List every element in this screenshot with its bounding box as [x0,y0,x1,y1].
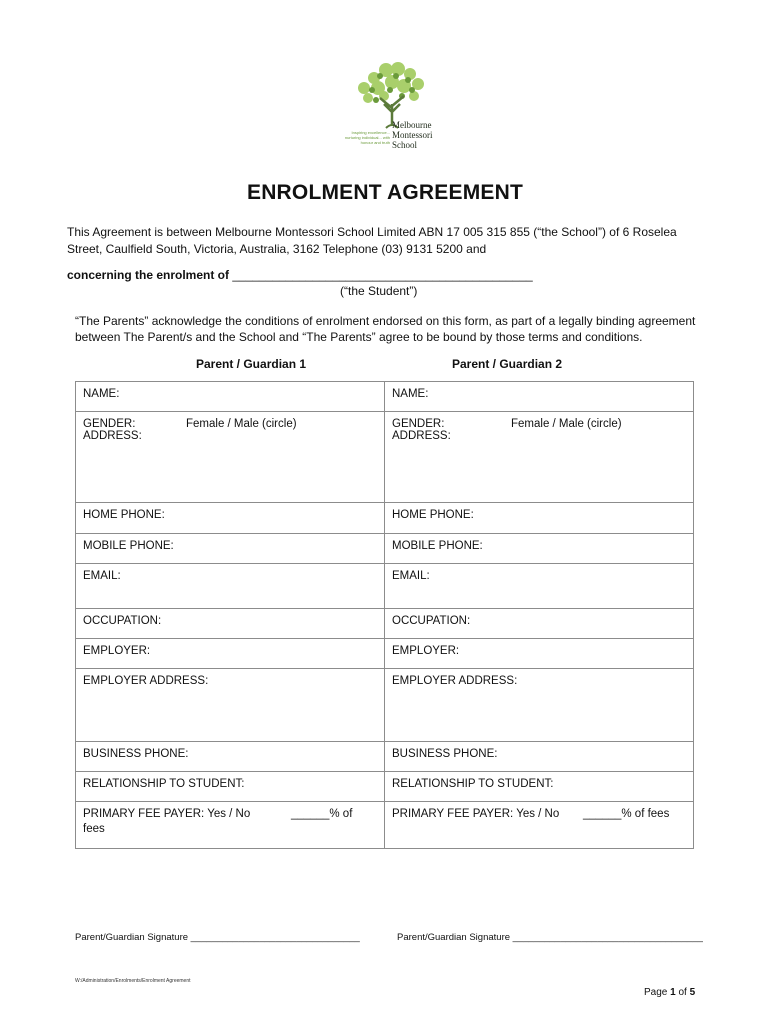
gender-address-field-1[interactable]: GENDER: Female / Male (circle) ADDRESS: [76,412,385,503]
table-row [76,639,694,669]
employer-address-field-1[interactable]: EMPLOYER ADDRESS: [76,669,385,742]
employer-field-1[interactable]: EMPLOYER: [76,639,385,669]
table-row [76,609,694,639]
fee-percent-1[interactable]: ______% of [291,808,353,820]
table-row [76,669,694,742]
occupation-field-1[interactable]: OCCUPATION: [76,609,385,639]
fee-percent-2[interactable]: ______% of fees [583,808,670,820]
table-row [76,412,694,503]
signature-line-2[interactable]: Parent/Guardian Signature ____________________________________ [397,932,703,943]
table-row [76,772,694,802]
email-field-2[interactable]: EMAIL: [385,564,694,609]
occupation-field-2[interactable]: OCCUPATION: [385,609,694,639]
column-heading-guardian-1: Parent / Guardian 1 [196,357,307,371]
concerning-line [67,268,533,282]
gender-options-2[interactable]: Female / Male (circle) [511,418,622,430]
parents-acknowledgement: “The Parents” acknowledge the conditions of enrolment endorsed on this form, as part of a legally binding agreement between The Parent/s and the School and “The Parents” agree to be bound by those terms and conditions. [75,314,696,344]
page-number: Page 1 of 5 [644,987,696,998]
name-field-1[interactable]: NAME: [76,382,385,412]
email-field-1[interactable]: EMAIL: [76,564,385,609]
table-row [76,742,694,772]
home-phone-field-1[interactable]: HOME PHONE: [76,503,385,534]
signature-line-1[interactable]: Parent/Guardian Signature ________________________________ [75,932,360,943]
page-title: ENROLMENT AGREEMENT [246,181,524,204]
relationship-field-2[interactable]: RELATIONSHIP TO STUDENT: [385,772,694,802]
guardian-details-table [75,381,694,849]
home-phone-field-2[interactable]: HOME PHONE: [385,503,694,534]
primary-fee-payer-field-1[interactable]: PRIMARY FEE PAYER: Yes / No ______% of fees [76,802,385,849]
table-row [76,503,694,534]
intro-paragraph: This Agreement is between Melbourne Montessori School Limited ABN 17 005 315 855 (“the School”) of 6 Roselea Street, Caulfield South, Victoria, Australia, 3162 Telephone (03) 9131 5200 and [67,225,677,256]
table-row [76,564,694,609]
concerning-label: concerning the enrolment of [67,268,230,282]
mobile-phone-field-1[interactable]: MOBILE PHONE: [76,534,385,564]
table-row [76,534,694,564]
relationship-field-1[interactable]: RELATIONSHIP TO STUDENT: [76,772,385,802]
business-phone-field-2[interactable]: BUSINESS PHONE: [385,742,694,772]
logo-tagline: Inspiring excellence... nurturing individual... with honour and truth [344,130,390,145]
primary-fee-payer-field-2[interactable]: PRIMARY FEE PAYER: Yes / No ______% of fees [385,802,694,849]
employer-field-2[interactable]: EMPLOYER: [385,639,694,669]
logo-school-name: Melbourne Montessori School [392,120,433,150]
gender-address-field-2[interactable]: GENDER: Female / Male (circle) ADDRESS: [385,412,694,503]
table-row [76,382,694,412]
business-phone-field-1[interactable]: BUSINESS PHONE: [76,742,385,772]
table-row [76,802,694,849]
mobile-phone-field-2[interactable]: MOBILE PHONE: [385,534,694,564]
name-field-2[interactable]: NAME: [385,382,694,412]
footer-file-path: W:/Administration/Enrolments/Enrolment Agreement [75,978,191,984]
student-label: (“the Student”) [340,284,418,298]
column-heading-guardian-2: Parent / Guardian 2 [452,357,563,371]
employer-address-field-2[interactable]: EMPLOYER ADDRESS: [385,669,694,742]
gender-options-1[interactable]: Female / Male (circle) [186,418,297,430]
student-name-blank[interactable]: _____________________________________________ [229,268,533,282]
school-logo [334,60,446,152]
